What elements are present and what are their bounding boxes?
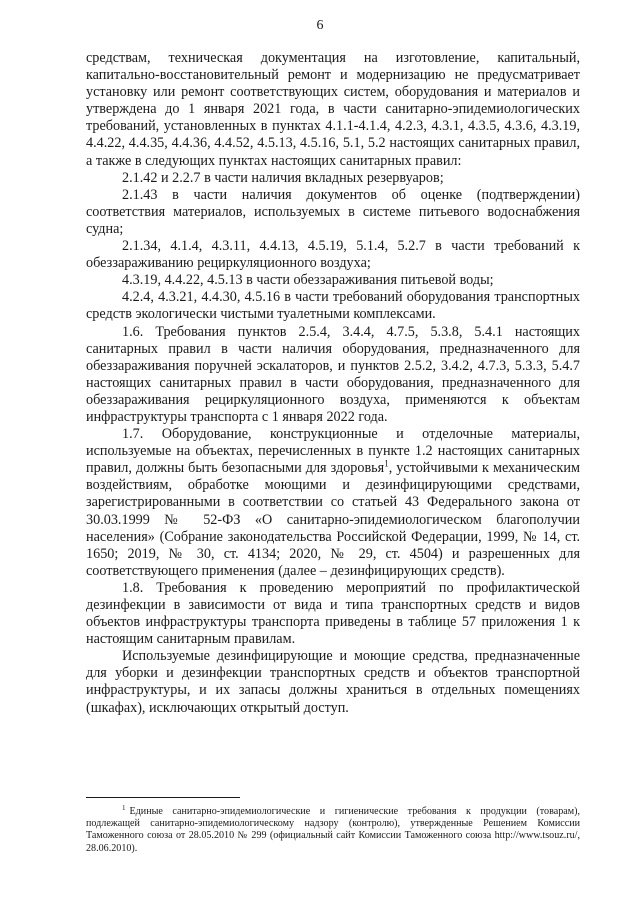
paragraph-continuation: средствам, техническая документация на изготовление, капитальный, капитально-восстановительный ремонт и модернизацию не предусматривает установку или ремонт соответствующих систем, оборудования и материалов и утверждена до 1 января 2021 года, в части санитарно-эпидемиологических требований, установленных в пунктах 4.1.1-4.1.4, 4.2.3, 4.3.1, 4.3.5, 4.3.6, 4.3.19, 4.4.22, 4.4.35, 4.4.36, 4.4.52, 4.5.13, 4.5.16, 5.1, 5.2 настоящих санитарных правил, а также в следующих пунктах настоящих санитарных правил: <box>86 50 580 169</box>
footnote-mark: 1 <box>122 803 126 812</box>
footnote-text: Единые санитарно-эпидемиологические и гигиенические требования к продукции (товарам), подлежащей санитарно-эпидемиологическому надзору (контролю), утвержденные Решением Комиссии Таможенного союза от 28.05.2010 № 299 (официальный сайт Комиссии Таможенного союза http://www.tsouz.ru/, 28.06.2010). <box>86 806 580 854</box>
paragraph-1-7 <box>86 426 580 580</box>
paragraph-1-8: 1.8. Требования к проведению мероприятий по профилактической дезинфекции в зависимости от вида и типа транспортных средств и видов объектов инфраструктуры транспорта приведены в таблице 57 приложения 1 к настоящим санитарным правилам. <box>86 579 580 648</box>
footnote-reference[interactable]: 1 <box>384 458 389 469</box>
paragraph-1-7-text-start: 1.7. Оборудование, конструкционные и отделочные материалы, используемые на объектах, перечисленных в пункте 1.2 настоящих санитарных правил, должны быть безопасными для здоровья <box>86 426 580 477</box>
list-item: 2.1.43 в части наличия документов об оценке (подтверждении) соответствия материалов, используемых в системе питьевого водоснабжения судна; <box>86 186 580 237</box>
paragraph-1-7-text-end: , устойчивыми к механическим воздействиям, обработке моющими и дезинфицирующими средствами, зарегистрированными в соответствии со статьей 43 Федерального закона от 30.03.1999 № 52-ФЗ «О санитарно-эпидемиологическом благополучии населения» (Собрание законодательства Российской Федерации, 1999, № 14, ст. 1650; 2019, № 30, ст. 4134; 2020, № 29, ст. 4504) и разрешенных для соответствующего применения (далее – дезинфицирующих средств). <box>86 460 580 579</box>
list-item: 4.3.19, 4.4.22, 4.5.13 в части обеззараживания питьевой воды; <box>122 272 494 289</box>
paragraph-storage: Используемые дезинфицирующие и моющие средства, предназначенные для уборки и дезинфекции транспортных средств и объектов транспортной инфраструктуры, и их запасы должны храниться в отдельных помещениях (шкафах), исключающих открытый доступ. <box>86 648 580 716</box>
footnote <box>86 803 580 855</box>
list-item: 2.1.34, 4.1.4, 4.3.11, 4.4.13, 4.5.19, 5.1.4, 5.2.7 в части требований к обеззараживанию рециркуляционного воздуха; <box>86 238 580 272</box>
page-number: 6 <box>316 18 324 33</box>
list-item: 2.1.42 и 2.2.7 в части наличия вкладных резервуаров; <box>122 169 444 186</box>
paragraph-1-6: 1.6. Требования пунктов 2.5.4, 3.4.4, 4.7.5, 5.3.8, 5.4.1 настоящих санитарных правил в части наличия оборудования, предназначенного для обеззараживания поручней эскалаторов, и пунктов 2.5.2, 3.4.2, 4.7.3, 5.3.3, 5.4.7 настоящих санитарных правил в части оборудования, предназначенного для обеззараживания рециркуляционного воздуха, применяются к объектам инфраструктуры транспорта с 1 января 2022 года. <box>86 323 580 425</box>
document-body <box>86 50 580 717</box>
list-item: 4.2.4, 4.3.21, 4.4.30, 4.5.16 в части требований оборудования транспортных средств экологически чистыми туалетными комплексами. <box>86 289 580 323</box>
footnote-separator <box>86 797 240 798</box>
